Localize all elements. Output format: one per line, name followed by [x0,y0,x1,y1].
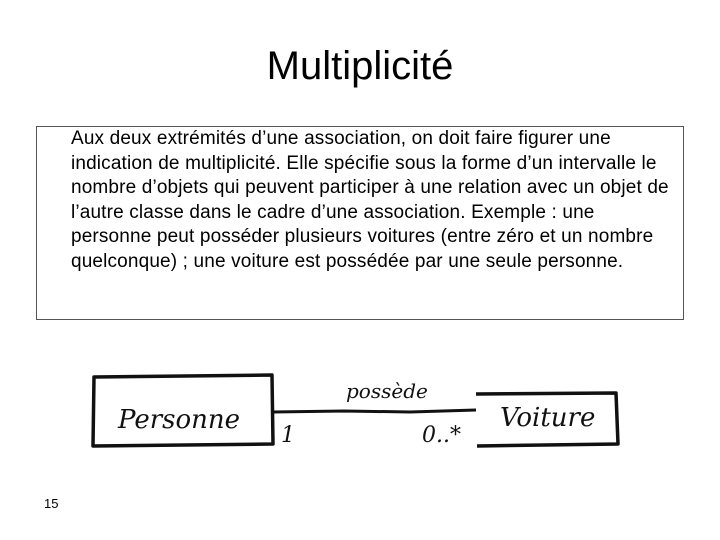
text-frame [36,126,684,320]
body-paragraph: Aux deux extrémités d’une association, on doit faire figurer une indication de multiplicité. Elle spécifie sous la forme d’un intervalle le nombre d’objets qui peuvent participer à une relation avec un objet de l’autre classe dans le cadre d’une association. Exemple : une personne peut posséder plusieurs voitures (entre zéro et un nombre quelconque) ; une voiture est possédée par une seule personne. [71,128,669,272]
association-label: possède [346,379,428,403]
class-label-personne: Personne [118,405,241,435]
association-line [273,410,476,412]
slide-title: Multiplicité [266,44,454,88]
slide-number: 15 [44,496,59,511]
class-label-voiture: Voiture [500,403,596,433]
multiplicity-right: 0..* [422,423,461,448]
multiplicity-left: 1 [281,423,295,448]
uml-diagram [80,360,640,470]
